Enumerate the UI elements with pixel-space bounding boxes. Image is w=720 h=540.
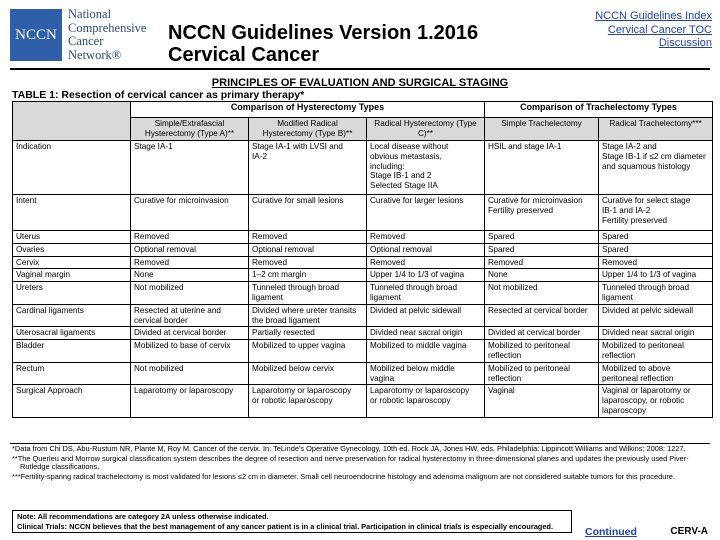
cell-line: including: xyxy=(370,161,405,171)
table-cell xyxy=(485,327,599,340)
row-label: Uterosacral ligaments xyxy=(13,327,131,340)
cell-line: Divided at pelvic sidewall xyxy=(602,305,694,315)
table-cell xyxy=(485,195,599,231)
table-cell xyxy=(249,269,367,282)
table-cell xyxy=(599,256,713,269)
table-cell xyxy=(249,231,367,244)
table-cell xyxy=(131,327,249,340)
cell-line: Removed xyxy=(488,257,524,267)
table-cell xyxy=(367,256,485,269)
table-cell xyxy=(599,282,713,305)
table-row xyxy=(13,243,713,256)
table-cell xyxy=(485,282,599,305)
cell-line: Mobilized to middle vagina xyxy=(370,341,467,351)
table-row xyxy=(13,282,713,305)
logo-wordmark xyxy=(68,8,146,62)
column-header: Radical Trachelectomy*** xyxy=(599,118,713,141)
table-cell xyxy=(485,256,599,269)
cell-line: Not mobilized xyxy=(488,283,538,293)
table-cell xyxy=(599,362,713,385)
table-cell xyxy=(367,385,485,417)
cell-line: IB-1 and IA-2 xyxy=(602,205,651,215)
cell-line: ligament xyxy=(602,292,633,302)
cell-line: Removed xyxy=(602,257,638,267)
cell-line: Spared xyxy=(488,244,515,254)
table-cell xyxy=(131,256,249,269)
table-row xyxy=(13,385,713,417)
cell-line: peritoneal reflection xyxy=(602,373,674,383)
cell-line: cervical border xyxy=(134,315,188,325)
category-note: Note: All recommendations are category 2A unless otherwise indicated. xyxy=(17,512,269,521)
table-row xyxy=(13,269,713,282)
table-cell xyxy=(485,304,599,327)
table-cell xyxy=(485,243,599,256)
note-box xyxy=(12,510,572,533)
cell-line: Local disease without xyxy=(370,142,449,151)
cell-line: and squamous histology xyxy=(602,161,691,171)
cell-line: Mobilized below cervix xyxy=(252,363,334,373)
table-cell xyxy=(367,243,485,256)
cell-line: Curative for microinvasion xyxy=(134,196,229,205)
trachelectomy-group-header: Comparison of Trachelectomy Types xyxy=(485,102,713,118)
cell-line: reflection xyxy=(488,350,522,360)
table-cell xyxy=(367,231,485,244)
row-label: Ovaries xyxy=(13,243,131,256)
row-label: Cervix xyxy=(13,256,131,269)
table-cell xyxy=(131,362,249,385)
guideline-version: NCCN Guidelines Version 1.2016 xyxy=(168,22,479,44)
section-heading: PRINCIPLES OF EVALUATION AND SURGICAL STAGING xyxy=(211,77,509,89)
column-header: Radical Hysterectomy (Type C)** xyxy=(367,118,485,141)
table-row xyxy=(13,195,713,231)
table-cell xyxy=(249,195,367,231)
table-cell xyxy=(485,231,599,244)
cell-line: Laparotomy or laparoscopy xyxy=(252,386,352,396)
cell-line: ligament xyxy=(370,292,401,302)
table-row xyxy=(13,304,713,327)
cell-line: laparoscopy xyxy=(602,405,647,415)
corner-cell xyxy=(13,102,131,141)
row-label: Cardinal ligaments xyxy=(13,304,131,327)
table-cell xyxy=(599,304,713,327)
cell-line: Curative for select stage xyxy=(602,196,691,205)
cell-line: Stage IB-1 and 2 xyxy=(370,171,432,181)
column-header: Simple Trachelectomy xyxy=(485,118,599,141)
logo-line: Comprehensive xyxy=(68,20,147,35)
cell-line: Upper 1/4 to 1/3 of vagina xyxy=(602,270,697,280)
cell-line: None xyxy=(134,270,154,280)
table-cell xyxy=(485,269,599,282)
cell-line: Divided near sacral origin xyxy=(602,328,695,338)
table-cell xyxy=(131,340,249,363)
table-cell xyxy=(249,327,367,340)
cell-line: or robotic laparoscopy xyxy=(252,396,333,406)
table-cell xyxy=(599,231,713,244)
table-cell xyxy=(367,282,485,305)
table-cell xyxy=(599,195,713,231)
page-title xyxy=(168,22,478,66)
resection-table xyxy=(12,101,713,418)
cell-line: IA-2 xyxy=(252,151,268,161)
table-cell xyxy=(599,141,713,195)
table-cell xyxy=(485,362,599,385)
table-cell xyxy=(131,304,249,327)
cell-line: reflection xyxy=(602,350,636,360)
cell-line: Spared xyxy=(488,232,515,241)
table-cell xyxy=(367,362,485,385)
cell-line: Curative for microinvasion xyxy=(488,196,583,205)
cell-line: HSIL and stage IA-1 xyxy=(488,142,562,151)
cell-line: Removed xyxy=(252,257,288,267)
row-label: Indication xyxy=(13,141,131,195)
table-cell xyxy=(367,340,485,363)
table-cell xyxy=(131,269,249,282)
table-cell xyxy=(249,304,367,327)
guideline-topic: Cervical Cancer xyxy=(168,44,320,66)
discussion-link[interactable]: Discussion xyxy=(658,37,712,49)
table-cell xyxy=(131,282,249,305)
column-header: Modified Radical Hysterectomy (Type B)** xyxy=(249,118,367,141)
cell-line: Resected at cervical border xyxy=(488,305,588,315)
cell-line: Partially resected xyxy=(252,328,315,338)
table-cell xyxy=(249,141,367,195)
cell-line: Divided at cervical border xyxy=(134,328,227,338)
cell-line: Upper 1/4 to 1/3 of vagina xyxy=(370,270,465,280)
cell-line: Stage IB-1 if ≤2 cm diameter xyxy=(602,151,706,161)
toc-link[interactable]: Cervical Cancer TOC xyxy=(607,23,712,36)
logo-mark: NCCN xyxy=(10,9,62,61)
cell-line: Vaginal xyxy=(488,386,515,396)
cell-line: Curative for larger lesions xyxy=(370,196,464,205)
cell-line: 1–2 cm margin xyxy=(252,270,307,280)
cell-line: Stage IA-1 xyxy=(134,142,173,151)
logo-line: Network® xyxy=(68,47,122,62)
table-cell xyxy=(249,243,367,256)
table-cell xyxy=(249,385,367,417)
footnote-fertility: ***Fertility-sparing radical trachelectomy is most validated for lesions ≤2 cm in diameter. Small cell neuroendocrine histology and adenoma malignum are not considered suitable tumors for this procedure. xyxy=(12,471,675,481)
cell-line: vagina xyxy=(370,373,395,383)
nccn-logo xyxy=(10,8,146,62)
cell-line: Tunneled through broad xyxy=(252,283,340,293)
cell-line: Fertility preserved xyxy=(488,205,554,215)
table-cell xyxy=(599,243,713,256)
cell-line: Stage IA-2 and xyxy=(602,142,657,151)
table-cell xyxy=(367,327,485,340)
cell-line: Optional removal xyxy=(134,244,196,254)
table-row xyxy=(13,340,713,363)
table-cell xyxy=(599,327,713,340)
cell-line: Spared xyxy=(602,232,629,241)
cell-line: the broad ligament xyxy=(252,315,320,325)
table-cell xyxy=(485,141,599,195)
cell-line: Not mobilized xyxy=(134,283,184,293)
cell-line: Mobilized to peritoneal xyxy=(488,341,570,351)
cell-line: laparoscopy, or robotic xyxy=(602,396,685,406)
table-cell xyxy=(599,385,713,417)
cell-line: Removed xyxy=(134,257,170,267)
table-cell xyxy=(367,269,485,282)
header-divider xyxy=(10,68,710,70)
table-cell xyxy=(131,385,249,417)
row-label: Intent xyxy=(13,195,131,231)
hysterectomy-group-header: Comparison of Hysterectomy Types xyxy=(131,102,485,118)
continued-link[interactable]: Continued xyxy=(585,526,637,538)
cell-line: Removed xyxy=(252,232,288,241)
column-header: Simple/Extrafascial Hysterectomy (Type A)** xyxy=(131,118,249,141)
logo-line: National xyxy=(68,7,112,21)
row-label: Vaginal margin xyxy=(13,269,131,282)
table-cell xyxy=(367,141,485,195)
cell-line: None xyxy=(488,270,508,280)
cell-line: Resected at uterine and xyxy=(134,305,221,315)
cell-line: obvious metastasis, xyxy=(370,151,442,161)
clinical-trials-note: Clinical Trials: NCCN believes that the best management of any cancer patient is in a clinical trial. Participation in clinical trials is especially encouraged. xyxy=(17,521,553,531)
cell-line: Divided at pelvic sidewall xyxy=(370,305,462,315)
cell-line: Divided where ureter transits xyxy=(252,305,357,315)
table-row xyxy=(13,362,713,385)
table-row xyxy=(13,256,713,269)
cell-line: Divided near sacral origin xyxy=(370,328,463,338)
cell-line: Mobilized below middle xyxy=(370,363,455,373)
cell-line: Laparotomy or laparoscopy xyxy=(370,386,470,396)
row-label: Rectum xyxy=(13,362,131,385)
cell-line: Spared xyxy=(602,244,629,254)
logo-line: Cancer xyxy=(68,34,104,48)
footnote-classification: **The Querleu and Morrow surgical classification system describes the degree of resection and nerve preservation for radical hysterectomy in three-dimensional planes and updates the previously used Piver-Rutledge classifications. xyxy=(12,453,689,472)
table-cell xyxy=(485,385,599,417)
table-cell xyxy=(599,269,713,282)
cell-line: Mobilized to upper vagina xyxy=(252,341,346,351)
cell-line: or robotic laparoscopy xyxy=(370,396,451,406)
table-cell xyxy=(367,304,485,327)
cell-line: Divided at cervical border xyxy=(488,328,581,338)
row-label: Surgical Approach xyxy=(13,385,131,417)
cell-line: Selected Stage IIA xyxy=(370,181,438,191)
table-row xyxy=(13,141,713,195)
row-label: Uterus xyxy=(13,231,131,244)
cell-line: Vaginal or laparotomy or xyxy=(602,386,691,396)
cell-line: Tunneled through broad xyxy=(602,283,690,293)
cell-line: Stage IA-1 with LVSI and xyxy=(252,142,343,151)
cell-line: Tunneled through broad xyxy=(370,283,458,293)
cell-line: Fertility preserved xyxy=(602,215,668,225)
table-cell xyxy=(599,340,713,363)
table-cell xyxy=(131,231,249,244)
table-cell xyxy=(131,195,249,231)
cell-line: Mobilized to peritoneal xyxy=(488,363,570,373)
cell-line: Optional removal xyxy=(252,244,314,254)
table-cell xyxy=(249,340,367,363)
footnotes xyxy=(12,445,712,482)
cell-line: Removed xyxy=(370,232,406,241)
table-row xyxy=(13,231,713,244)
cell-line: ligament xyxy=(252,292,283,302)
footnote-source: *Data from Chi DS, Abu-Rustum NR, Plante M, Roy M. Cancer of the cervix. In: TeLinde's Operative Gynecology, 10th ed. Rock JA, Jones HW, eds. Philadelphia: Lippincott Williams and Wilkins; 2008: 1227. xyxy=(12,444,686,453)
cell-line: Mobilized to base of cervix xyxy=(134,341,231,351)
table-cell xyxy=(131,243,249,256)
cell-line: Laparotomy or laparoscopy xyxy=(134,386,234,396)
guidelines-index-link[interactable]: NCCN Guidelines Index xyxy=(595,10,712,22)
cell-line: reflection xyxy=(488,373,522,383)
table-title: TABLE 1: Resection of cervical cancer as primary therapy* xyxy=(12,89,305,101)
page-code: CERV-A xyxy=(670,526,708,537)
cell-line: Optional removal xyxy=(370,244,432,254)
table-cell xyxy=(249,256,367,269)
row-label: Ureters xyxy=(13,282,131,305)
table-cell xyxy=(367,195,485,231)
cell-line: Mobilized to peritoneal xyxy=(602,341,684,351)
cell-line: Mobilized to above xyxy=(602,363,671,373)
top-nav-links xyxy=(595,10,712,51)
row-label: Bladder xyxy=(13,340,131,363)
table-row xyxy=(13,327,713,340)
cell-line: Not mobilized xyxy=(134,363,184,373)
table-cell xyxy=(249,282,367,305)
cell-line: Removed xyxy=(370,257,406,267)
table-cell xyxy=(131,141,249,195)
table-cell xyxy=(485,340,599,363)
cell-line: Removed xyxy=(134,232,170,241)
table-cell xyxy=(249,362,367,385)
cell-line: Curative for small lesions xyxy=(252,196,344,205)
